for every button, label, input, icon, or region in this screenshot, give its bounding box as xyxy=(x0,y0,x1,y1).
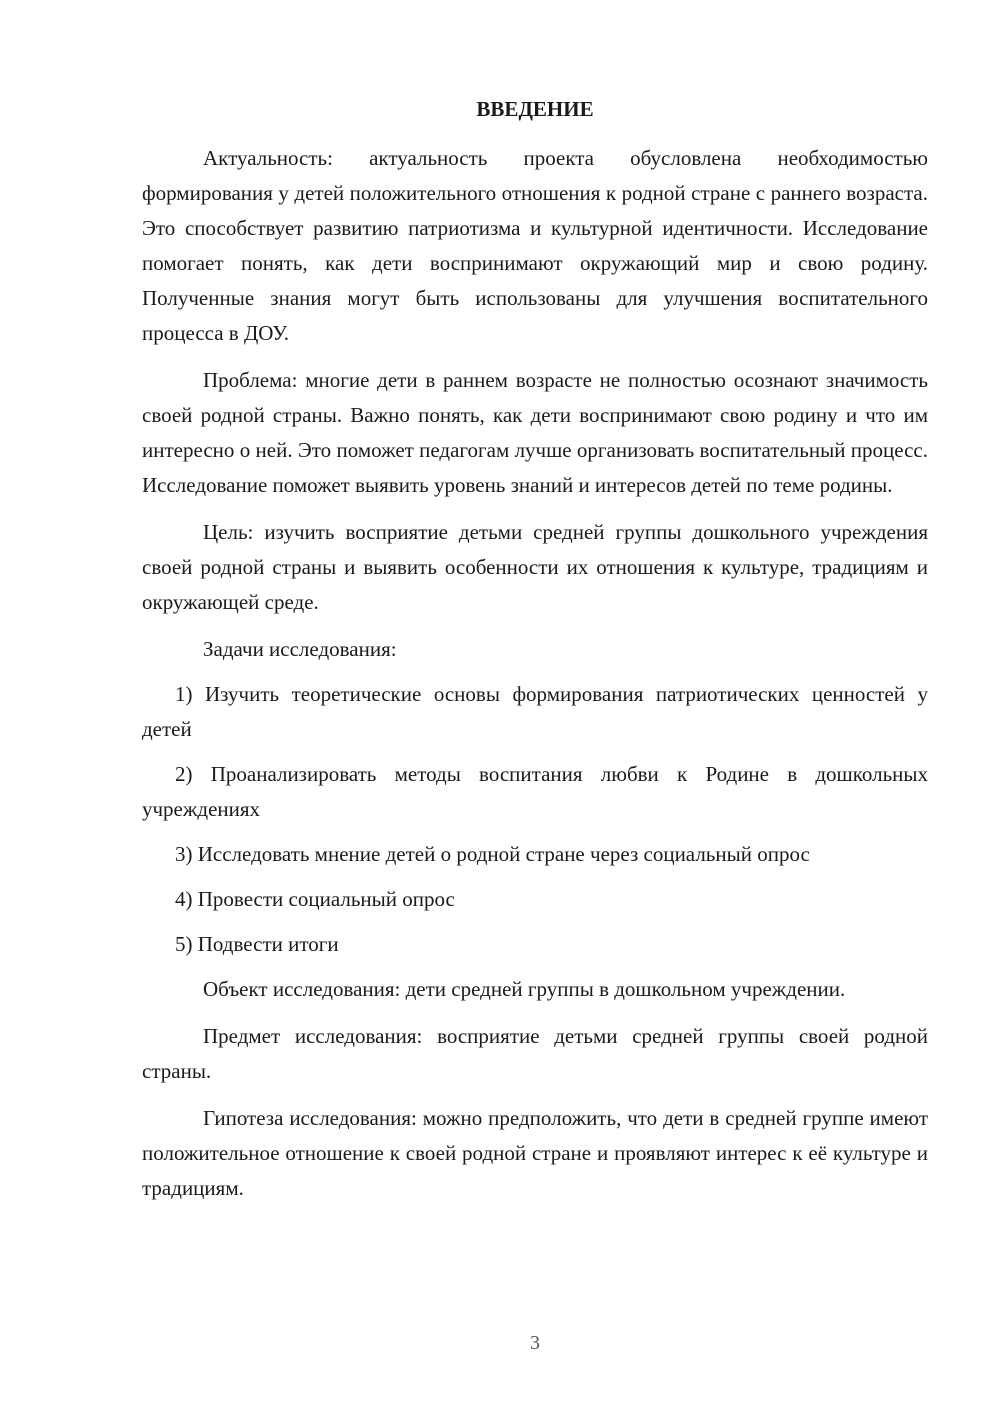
task-item-3: 3) Исследовать мнение детей о родной стране через социальный опрос xyxy=(175,842,810,866)
goal-paragraph: Цель: изучить восприятие детьми средней группы дошкольного учреждения своей родной страны и выявить особенности их отношения к культуре, традициям и окружающей среде. xyxy=(142,520,928,614)
task-item-5: 5) Подвести итоги xyxy=(175,932,339,956)
page-number: 3 xyxy=(530,1332,540,1354)
task-item-2: 2) Проанализировать методы воспитания любви к Родине в дошкольных учреждениях xyxy=(142,762,928,821)
object-paragraph: Объект исследования: дети средней группы в дошкольном учреждении. xyxy=(203,977,846,1001)
problem-paragraph: Проблема: многие дети в раннем возрасте не полностью осознают значимость своей родной страны. Важно понять, как дети воспринимают свою родину и что им интересно о ней. Это поможет педагогам лучше организовать воспитательный процесс. Исследование поможет выявить уровень знаний и интересов детей по теме родины. xyxy=(142,368,928,497)
task-item-1: 1) Изучить теоретические основы формирования патриотических ценностей у детей xyxy=(142,682,928,741)
subject-paragraph: Предмет исследования: восприятие детьми средней группы своей родной страны. xyxy=(142,1024,928,1083)
tasks-heading: Задачи исследования: xyxy=(203,637,397,661)
relevance-paragraph: Актуальность: актуальность проекта обусловлена необходимостью формирования у детей положительного отношения к родной стране с раннего возраста. Это способствует развитию патриотизма и культурной идентичности. Исследование помогает понять, как дети воспринимают окружающий мир и свою родину. Полученные знания могут быть использованы для улучшения воспитательного процесса в ДОУ. xyxy=(142,146,928,345)
task-item-4: 4) Провести социальный опрос xyxy=(175,887,455,911)
document-page xyxy=(142,92,928,1218)
hypothesis-paragraph: Гипотеза исследования: можно предположить, что дети в средней группе имеют положительное отношение к своей родной стране и проявляют интерес к её культуре и традициям. xyxy=(142,1106,928,1200)
section-title: ВВЕДЕНИЕ xyxy=(476,97,594,121)
tasks-list xyxy=(142,677,928,962)
